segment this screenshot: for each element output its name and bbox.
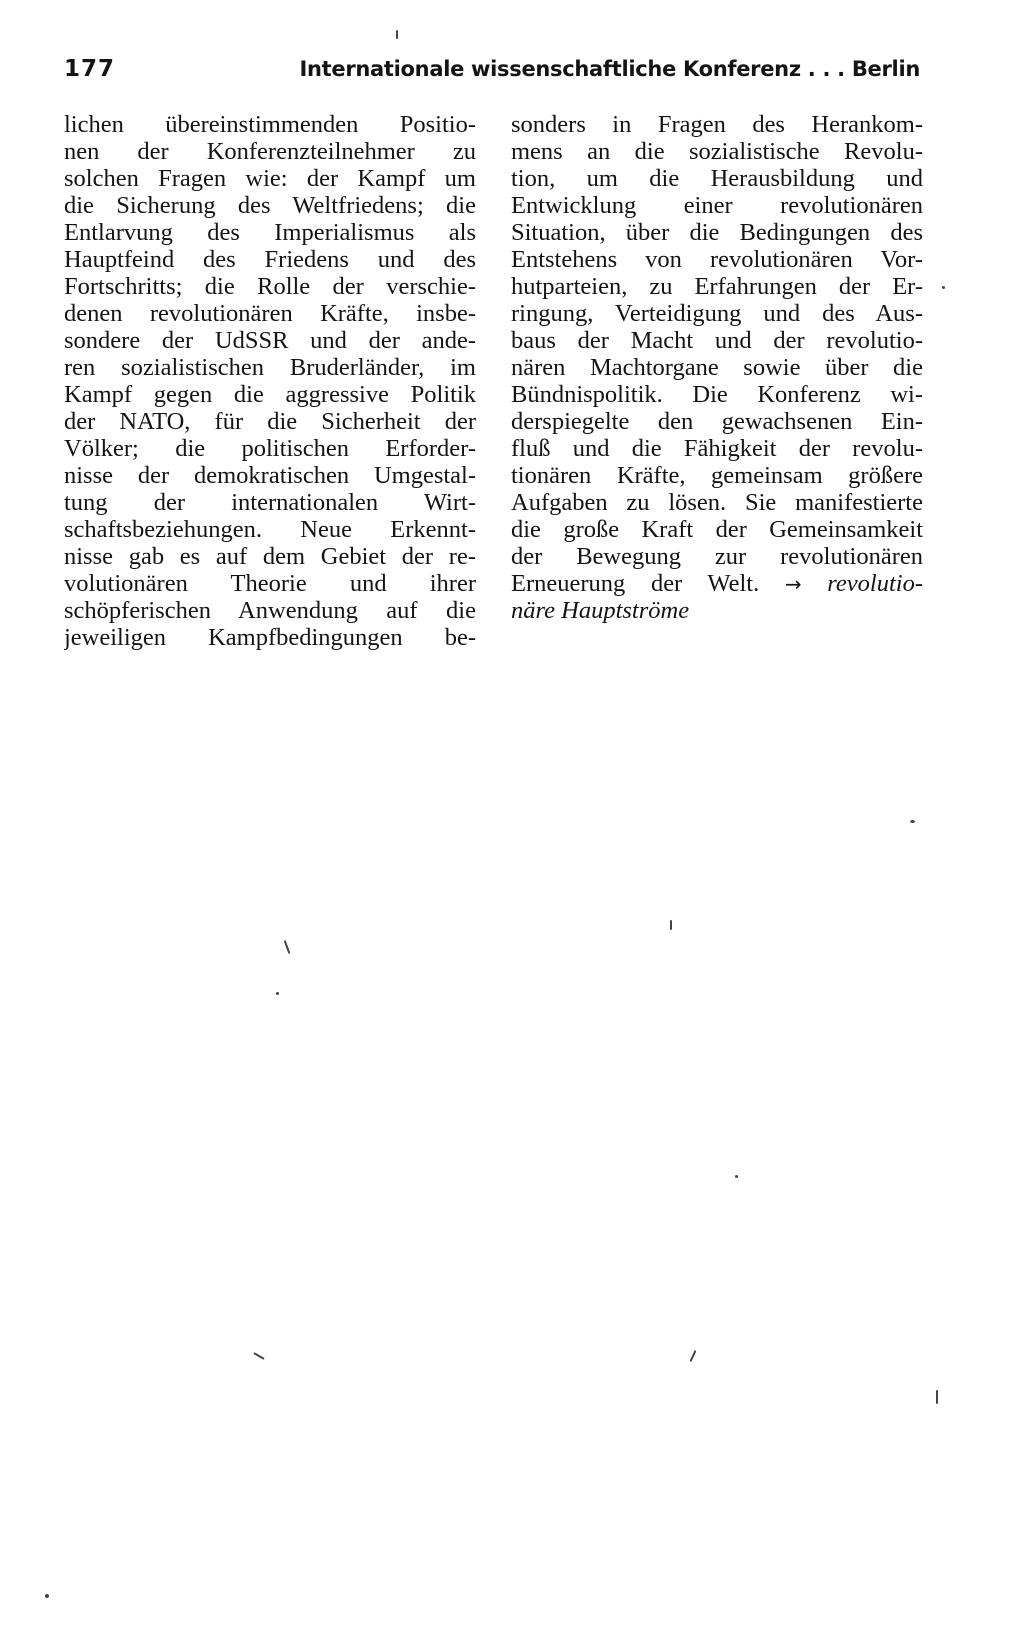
scan-speck [910, 820, 915, 823]
text-line: Aufgaben zu lösen. Sie manifestierte [511, 489, 923, 516]
text-line: schaftsbeziehungen. Neue Erkennt- [64, 516, 476, 543]
text-line: nisse gab es auf dem Gebiet der re- [64, 543, 476, 570]
text-line: Bündnispolitik. Die Konferenz wi- [511, 381, 923, 408]
right-column [511, 111, 923, 624]
cross-reference-start[interactable]: revolutio- [827, 570, 923, 597]
scan-speck [670, 920, 672, 930]
arrow-icon: → [784, 572, 802, 596]
text-line: nären Machtorgane sowie über die [511, 354, 923, 381]
scan-speck [276, 992, 279, 995]
text-line: Kampf gegen die aggressive Politik [64, 381, 476, 408]
text-line: baus der Macht und der revolutio- [511, 327, 923, 354]
text-line: fluß und die Fähigkeit der revolu- [511, 435, 923, 462]
text-line: Hauptfeind des Friedens und des [64, 246, 476, 273]
text-line: volutionären Theorie und ihrer [64, 570, 476, 597]
scan-speck [936, 1390, 938, 1404]
text-line: der NATO, für die Sicherheit der [64, 408, 476, 435]
closing-line [511, 570, 923, 597]
text-line: die große Kraft der Gemeinsamkeit [511, 516, 923, 543]
text-line: tion, um die Herausbildung und [511, 165, 923, 192]
text-line: tung der internationalen Wirt- [64, 489, 476, 516]
text-line: tionären Kräfte, gemeinsam größere [511, 462, 923, 489]
text-line: denen revolutionären Kräfte, insbe- [64, 300, 476, 327]
text-line: Entstehens von revolutionären Vor- [511, 246, 923, 273]
text-line: Fortschritts; die Rolle der verschie- [64, 273, 476, 300]
scan-speck [253, 1352, 264, 1360]
text-line: Völker; die politischen Erforder- [64, 435, 476, 462]
closing-text: Erneuerung der Welt. [511, 570, 760, 597]
text-line: hutparteien, zu Erfahrungen der Er- [511, 273, 923, 300]
running-head: Internationale wissenschaftliche Konferenz . . . Berlin [299, 57, 920, 81]
text-line: schöpferischen Anwendung auf die [64, 597, 476, 624]
scan-speck [284, 940, 291, 954]
left-column [64, 111, 476, 651]
scan-speck [690, 1350, 697, 1362]
text-line: ren sozialistischen Bruderländer, im [64, 354, 476, 381]
text-line: der Bewegung zur revolutionären [511, 543, 923, 570]
page-header [64, 52, 920, 92]
scan-speck [735, 1175, 738, 1178]
text-line: sonders in Fragen des Herankom- [511, 111, 923, 138]
text-line: sondere der UdSSR und der ande- [64, 327, 476, 354]
text-line: jeweiligen Kampfbedingungen be- [64, 624, 476, 651]
text-line: Entwicklung einer revolutionären [511, 192, 923, 219]
text-line: derspiegelte den gewachsenen Ein- [511, 408, 923, 435]
text-line: nisse der demokratischen Umgestal- [64, 462, 476, 489]
scan-speck [396, 30, 398, 39]
text-line: Entlarvung des Imperialismus als [64, 219, 476, 246]
page-number: 177 [64, 56, 116, 82]
scan-speck [942, 286, 945, 289]
text-line: solchen Fragen wie: der Kampf um [64, 165, 476, 192]
scan-speck [45, 1594, 49, 1598]
text-line: lichen übereinstimmenden Positio- [64, 111, 476, 138]
text-line: die Sicherung des Weltfriedens; die [64, 192, 476, 219]
text-line: Situation, über die Bedingungen des [511, 219, 923, 246]
text-line: mens an die sozialistische Revolu- [511, 138, 923, 165]
cross-reference-end[interactable]: näre Hauptströme [511, 597, 690, 624]
text-line: nen der Konferenzteilnehmer zu [64, 138, 476, 165]
text-line: ringung, Verteidigung und des Aus- [511, 300, 923, 327]
